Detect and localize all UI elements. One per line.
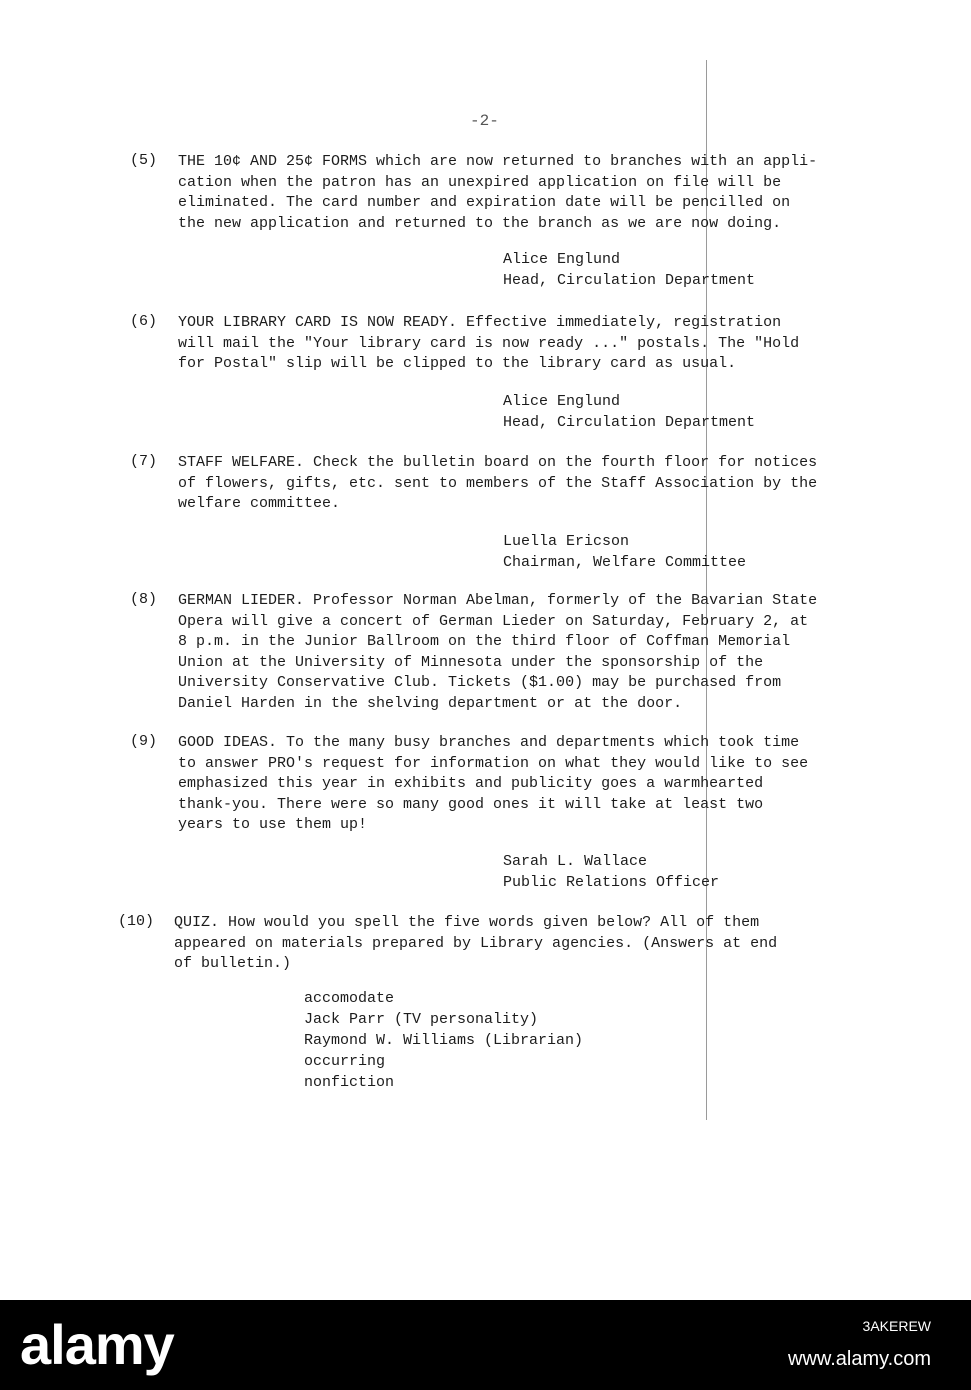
signature-name: Luella Ericson [503,533,630,550]
item-line: years to use them up! [178,816,368,833]
item-number: (8) [130,591,158,608]
item-line: Union at the University of Minnesota under the sponsorship of the [178,653,764,671]
quiz-word: accomodate [304,990,395,1007]
item-line: of flowers, gifts, etc. sent to members of the Staff Association by the [178,474,818,492]
quiz-word: occurring [304,1053,386,1070]
item-line: of bulletin.) [174,955,292,972]
signature-name: Sarah L. Wallace [503,853,648,870]
signature-block [503,531,746,573]
item-line: the new application and returned to the branch as we are now doing. [178,214,782,232]
item-line: Daniel Harden in the shelving department or at the door. [178,694,683,712]
item-number: (5) [130,152,158,169]
footer-url: www.alamy.com [788,1348,931,1370]
item-number: (6) [130,313,158,330]
signature-block [503,249,755,291]
signature-block [503,391,755,433]
item-line: THE 10¢ AND 25¢ FORMS which are now returned to branches with an appli- [178,153,818,170]
quiz-word: nonfiction [304,1074,395,1091]
signature-block [503,851,719,893]
item-line: appeared on materials prepared by Library agencies. (Answers at end [174,934,778,952]
item-line: GERMAN LIEDER. Professor Norman Abelman, formerly of the Bavarian State [178,592,818,609]
item-line: thank-you. There were so many good ones it will take at least two [178,795,764,813]
item-line: will mail the "Your library card is now ready ..." postals. The "Hold [178,334,800,352]
item-line: welfare committee. [178,495,341,512]
watermark-footer [0,1300,971,1390]
alamy-logo: alamy [20,1313,174,1376]
item-line: 8 p.m. in the Junior Ballroom on the third floor of Coffman Memorial [178,633,791,650]
item-line: to answer PRO's request for information on what they would like to see [178,754,809,772]
image-code: 3AKEREW [862,1318,931,1334]
signature-title: Head, Circulation Department [503,414,756,431]
item-line: eliminated. The card number and expiration date will be pencilled on [178,194,791,211]
item-number: (9) [130,733,158,750]
item-number: (7) [130,453,158,470]
quiz-word-list [304,988,583,1093]
item-line: GOOD IDEAS. To the many busy branches and departments which took time [178,734,800,751]
signature-name: Alice Englund [503,251,621,268]
item-line: QUIZ. How would you spell the five words given below? All of them [174,914,760,931]
quiz-word: Jack Parr (TV personality) [304,1011,539,1028]
item-line: Opera will give a concert of German Lieder on Saturday, February 2, at [178,612,809,630]
item-line: for Postal" slip will be clipped to the library card as usual. [178,355,737,372]
signature-title: Chairman, Welfare Committee [503,554,747,571]
signature-title: Public Relations Officer [503,874,720,891]
item-number: (10) [118,913,155,930]
signature-title: Head, Circulation Department [503,272,756,289]
item-line: University Conservative Club. Tickets ($1.00) may be purchased from [178,674,782,691]
item-line: emphasized this year in exhibits and publicity goes a warmhearted [178,775,764,792]
quiz-word: Raymond W. Williams (Librarian) [304,1032,584,1049]
item-line: cation when the patron has an unexpired application on file will be [178,173,782,191]
item-line: STAFF WELFARE. Check the bulletin board on the fourth floor for notices [178,454,818,471]
page-number: -2- [470,112,499,130]
item-line: YOUR LIBRARY CARD IS NOW READY. Effective immediately, registration [178,314,782,331]
signature-name: Alice Englund [503,393,621,410]
